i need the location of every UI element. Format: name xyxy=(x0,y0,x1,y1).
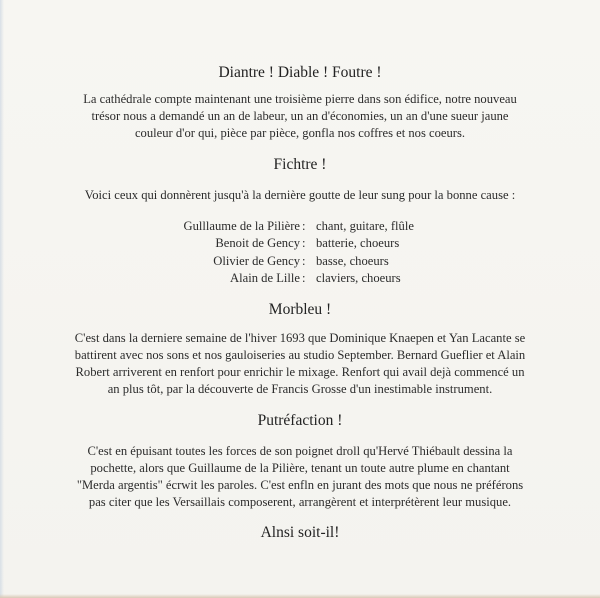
credits-list xyxy=(0,218,600,287)
paragraph-recording xyxy=(40,330,560,398)
credit-colon: : xyxy=(302,236,306,251)
paragraph-line: an plus tôt, par la découverte de Francis Grosse d'un inestimable instrument. xyxy=(107,382,493,396)
paragraph-line: trésor nous a demandé un an de labeur, un an d'économies, un an d'une sueur jaune xyxy=(91,109,509,123)
paragraph-line: "Merda argentis" écrwit les paroles. C'est enfln en jurant des mots que nous ne préférons xyxy=(76,478,524,492)
paragraph-intro xyxy=(40,91,560,142)
paragraph-line: Robert arriverent en renfort pour enrichir le mixage. Renfort qui avail dejà commencé un xyxy=(75,365,525,379)
paragraph-line: pas citer que les Versaillais composerent, arrangèrent et interprétèrent leur musique. xyxy=(88,495,512,509)
paragraph-line: C'est dans la derniere semaine de l'hiver 1693 que Dominique Knaepen et Yan Lacante se xyxy=(74,331,526,345)
paragraph-line: couleur d'or qui, pièce par pièce, gonfla nos coffres et nos coeurs. xyxy=(134,126,466,140)
credit-colon: : xyxy=(302,219,306,233)
credit-role: chant, guitare, flûle xyxy=(316,219,414,233)
heading-morbleu: Morbleu ! xyxy=(268,301,332,318)
credit-name: Olivier de Gency xyxy=(213,253,300,268)
page-edge-shadow xyxy=(0,0,4,598)
heading-diantre: Diantre ! Diable ! Foutre ! xyxy=(218,64,382,81)
credit-role: basse, choeurs xyxy=(316,253,389,268)
paragraph-line: La cathédrale compte maintenant une troisième pierre dans son édifice, notre nouveau xyxy=(83,92,517,106)
credit-colon: : xyxy=(302,270,306,285)
credit-row xyxy=(0,235,600,252)
heading-ainsi-soit-il: Alnsi soit-il! xyxy=(260,524,340,541)
paragraph-line: battirent avec nos sons et nos gauloiseries au studio September. Bernard Gueflier et Alain xyxy=(74,348,526,362)
paragraph-artwork xyxy=(40,443,560,511)
credit-role: batterie, choeurs xyxy=(316,236,400,251)
paragraph-line: pochette, alors que Guillaume de la Pilière, tenant un toute autre plume en chantant xyxy=(90,461,510,475)
credit-name: Gulllaume de la Pilière xyxy=(183,219,300,233)
heading-putrefaction: Putréfaction ! xyxy=(257,412,343,429)
credit-row xyxy=(0,218,600,235)
credit-colon: : xyxy=(302,253,306,268)
paragraph-credits-intro xyxy=(40,187,560,204)
page-edge-bottom xyxy=(0,594,600,598)
paragraph-line: C'est en épuisant toutes les forces de son poignet droll qu'Hervé Thiébault dessina la xyxy=(87,444,513,458)
credit-name: Alain de Lille xyxy=(230,270,300,285)
credit-role: claviers, choeurs xyxy=(316,270,401,285)
credit-name: Benoit de Gency xyxy=(215,236,300,251)
credit-row xyxy=(0,253,600,270)
heading-fichtre: Fichtre ! xyxy=(273,156,327,173)
paragraph-line: Voici ceux qui donnèrent jusqu'à la dernière goutte de leur sung pour la bonne cause : xyxy=(84,188,516,202)
credit-row xyxy=(0,270,600,287)
